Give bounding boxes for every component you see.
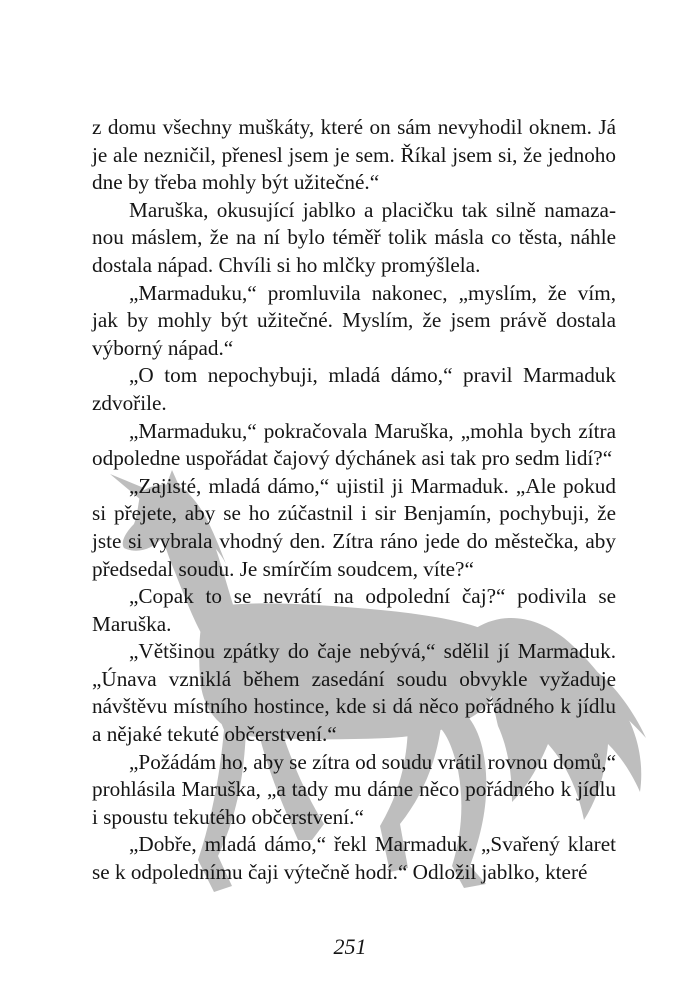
- paragraph: „Copak to se nevrátí na odpolední čaj?“ podivila se Maruška.: [92, 584, 616, 636]
- paragraph: z domu všechny muškáty, které on sám nevyhodil oknem. Já je ale nezničil, přenesl jsem je sem. Říkal jsem si, že jednoho dne by třeba mohly být užitečné.“: [92, 115, 616, 195]
- page-number: 251: [333, 934, 367, 959]
- paragraph: „Dobře, mladá dámo,“ řekl Marmaduk. „Svařený klaret se k odpolednímu čaji výtečně hodí.“ Odložil jablko, které: [92, 832, 616, 885]
- paragraph: „Požádám ho, aby se zítra od soudu vrátil rovnou domů,“ prohlásila Maruška, „a tady mu dáme něco pořádného k jídlu i spoustu tekutého občerstvení.“: [92, 749, 616, 829]
- book-page-text: [92, 114, 616, 887]
- paragraph: „Marmaduku,“ promluvila nakonec, „myslím, že vím, jak by mohly být užitečné. Myslím, že jsem právě dostala výborný nápad.“: [92, 280, 616, 360]
- paragraph: Maruška, okusující jablko a placičku tak silně namazanou máslem, že na ní bylo téměř tolik másla co těsta, náhle dostala nápad. Chvíli si ho mlčky promýšlela.: [92, 197, 616, 277]
- paragraph: „Zajisté, mladá dámo,“ ujistil ji Marmaduk. „Ale pokud si přejete, aby se ho zúčastnil i sir Benjamín, pochybuji, že jste si vybrala vhodný den. Zítra ráno jede do městečka, aby předsedal soudu. Je smírčím soudcem, víte?“: [92, 473, 616, 581]
- paragraph: „Většinou zpátky do čaje nebývá,“ sdělil jí Marmaduk. „Únava vzniklá během zasedání soudu obvykle vyžaduje návštěvu místního hostince, kde si dá něco pořádného k jídlu a nějaké tekuté občerstvení.“: [92, 639, 616, 747]
- paragraph: „O tom nepochybuji, mladá dámo,“ pravil Marmaduk zdvořile.: [92, 363, 616, 415]
- paragraph: „Marmaduku,“ pokračovala Maruška, „mohla bych zítra odpoledne uspořádat čajový dýchánek asi tak pro sedm lidí?“: [92, 418, 616, 471]
